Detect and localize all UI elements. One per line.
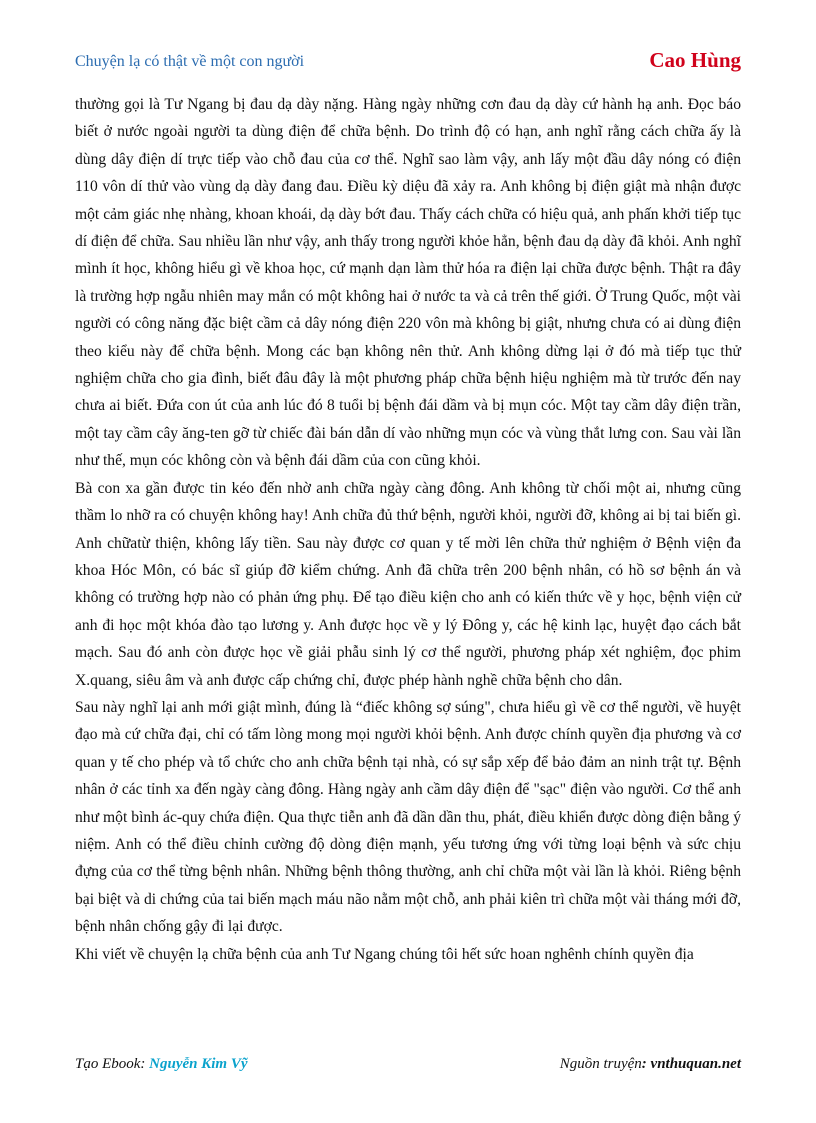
page-footer bbox=[75, 1056, 741, 1078]
source-site: vnthuquan.net bbox=[650, 1056, 741, 1072]
ebook-credit-separator: : bbox=[140, 1056, 150, 1072]
source-credit bbox=[560, 1056, 741, 1073]
paragraph: Khi viết về chuyện lạ chữa bệnh của anh Tư Ngang chúng tôi hết sức hoan nghênh chính quyền địa bbox=[75, 945, 694, 963]
source-credit-separator: : bbox=[641, 1056, 651, 1072]
ebook-credit bbox=[75, 1056, 248, 1073]
paragraph: Sau này nghĩ lại anh mới giật mình, đúng là “điếc không sợ súng", chưa hiểu gì về cơ thể người, về huyệt đạo mà cứ chữa đại, chỉ có tấm lòng mong mọi người khỏi bệnh. Anh được chính quyền địa phương và cơ quan y tế cho phép và tổ chức cho anh chữa bệnh tại nhà, có sự sắp xếp để bảo đảm an ninh trật tự. Bệnh nhân ở các tỉnh xa đến ngày càng đông. Hàng ngày anh cầm dây điện để "sạc" điện vào người. Cơ thể anh như một bình ác-quy chứa điện. Qua thực tiễn anh đã dần dần thu, phát, điều khiển được dòng điện bằng ý niệm. Anh có thể điều chỉnh cường độ dòng điện mạnh, yếu tương ứng với từng loại bệnh và sức chịu đựng của cơ thể từng bệnh nhân. Những bệnh thông thường, anh chỉ chữa một vài lần là khỏi. Riêng bệnh bại biệt và di chứng của tai biến mạch máu não nằm một chỗ, anh phải kiên trì chữa một vài tháng mới đỡ, bệnh nhân chống gậy đi lại được. bbox=[75, 698, 741, 936]
body-text bbox=[75, 91, 741, 968]
source-credit-label: Nguồn truyện bbox=[559, 1056, 642, 1072]
page-header bbox=[75, 48, 741, 78]
ebook-credit-label: Tạo Ebook bbox=[75, 1056, 141, 1072]
paragraph: thường gọi là Tư Ngang bị đau dạ dày nặng. Hàng ngày những cơn đau dạ dày cứ hành hạ anh. Đọc báo biết ở nước ngoài người ta dùng điện để chữa bệnh. Do trình độ có hạn, anh nghĩ rằng cách chữa ấy là dùng dây điện dí trực tiếp vào chỗ đau của cơ thể. Nghĩ sao làm vậy, anh lấy một đầu dây nóng có điện 110 vôn dí thử vào vùng dạ dày đang đau. Điều kỳ diệu đã xảy ra. Anh không bị điện giật mà nhận được một cảm giác nhẹ nhàng, khoan khoái, dạ dày bớt đau. Thấy cách chữa có hiệu quả, anh phấn khởi tiếp tục dí điện để chữa. Sau nhiều lần như vậy, anh thấy trong người khỏe hẳn, bệnh đau dạ dày đã khỏi. Anh nghĩ mình ít học, không hiểu gì về khoa học, cứ mạnh dạn làm thử hóa ra điện lại chữa được bệnh. Thật ra đây là trường hợp ngẫu nhiên may mắn có một không hai ở nước ta và cả trên thế giới. Ở Trung Quốc, một vài người có công năng đặc biệt cầm cả dây nóng điện 220 vôn mà không bị giật, nhưng chưa có ai dùng điện theo kiểu này để chữa bệnh. Mong các bạn không nên thử. Anh không dừng lại ở đó mà tiếp tục thử nghiệm chữa cho gia đình, biết đâu đây là một phương pháp chữa bệnh hiệu nghiệm mà từ trước đến nay chưa ai biết. Đứa con út của anh lúc đó 8 tuổi bị bệnh đái dầm và bị mụn cóc. Một tay cầm dây điện trần, một tay cầm cây ăng-ten gỡ từ chiếc đài bán dẫn dí vào những mụn cóc và vùng thắt lưng con. Sau vài lần như thế, mụn cóc không còn và bệnh đái dầm của con cũng khỏi. bbox=[75, 96, 741, 470]
ebook-creator-name: Nguyễn Kim Vỹ bbox=[149, 1056, 248, 1072]
author-name: Cao Hùng bbox=[649, 48, 741, 72]
paragraph: Bà con xa gần được tin kéo đến nhờ anh chữa ngày càng đông. Anh không từ chối một ai, nhưng cũng thầm lo nhỡ ra có chuyện không hay! Anh chữa đủ thứ bệnh, người khỏi, người đỡ, không ai bị tai biến gì. Anh chữatừ thiện, không lấy tiền. Sau này được cơ quan y tế mời lên chữa thử nghiệm ở Bệnh viện đa khoa Hóc Môn, có bác sĩ giúp đỡ kiểm chứng. Anh đã chữa trên 200 bệnh nhân, có hồ sơ bệnh án và không có trường hợp nào có phản ứng phụ. Để tạo điều kiện cho anh có kiến thức về y học, bệnh viện cử anh đi học một khóa đào tạo lương y. Anh được học về y lý Đông y, các hệ kinh lạc, huyệt đạo cách bắt mạch. Sau đó anh còn được học về giải phẫu sinh lý cơ thể người, phương pháp xét nghiệm, đọc phim X.quang, siêu âm và anh được cấp chứng chỉ, được phép hành nghề chữa bệnh cho dân. bbox=[75, 479, 741, 689]
book-title: Chuyện lạ có thật về một con người bbox=[75, 53, 305, 70]
